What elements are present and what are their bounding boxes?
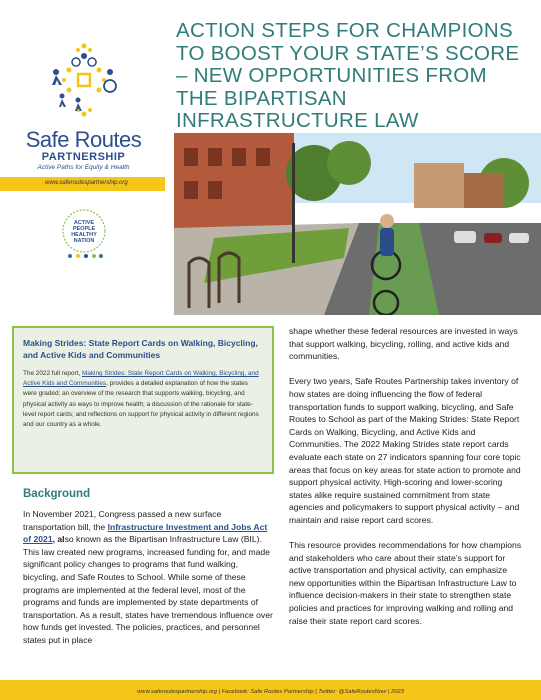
svg-text:PEOPLE: PEOPLE bbox=[72, 226, 96, 232]
report-info-description: , provides a detailed explanation of how the states were graded; an overview of the research that supports walking, bicycling, and physical activity as ways to improve health; a discussion of the rationale for state-level report cards; and reflections on support for physical activity in different regions and our country as a whole. bbox=[23, 380, 259, 429]
footer-text: www.saferoutespartnership.org | Facebook: Safe Routes Partnership | Twitter: @SafeRoutesNow | 2023 bbox=[137, 689, 404, 695]
brand-url[interactable]: www.saferoutespartnership.org bbox=[45, 180, 128, 186]
logo-block bbox=[0, 40, 167, 171]
right-paragraph-1: shape whether these federal resources are invested in ways that support walking, bicycling, rolling, and active kids and communities. bbox=[289, 326, 518, 362]
background-text-body: so known as the Bipartisan Infrastructure Law (BIL). This law created new programs, increased funding for, and made significant policy changes to programs that fund walking, bicycling, and Safe Routes to School. While some of these programs are implemented at the federal level, most of the programs and funds are implemented by state departments of transportation. As a result, states have tremendous influence over how funds get invested. The policies, practices, and personnel states put in place bbox=[23, 534, 273, 645]
background-bold-fragment: , al bbox=[52, 534, 65, 545]
report-info-heading: Making Strides: State Report Cards on Walking, Bicycling, and Active Kids and Communities bbox=[23, 338, 258, 360]
right-paragraph-3: This resource provides recommendations for how champions and stakeholders who care about their state’s support for active transportation and physical activity, can emphasize new opportunities within the Bipartisan Infrastructure Law to influence decision-makers in their state to strengthen state policies and practices for improving walking and rolling and raise their state report card scores. bbox=[289, 540, 522, 626]
brand-name: Safe Routes bbox=[25, 127, 142, 152]
report-info-intro: The 2022 full report, bbox=[23, 370, 82, 377]
background-text-intro: In November 2021, Congress passed a new surface transportation bill, the bbox=[23, 509, 222, 532]
svg-text:ACTIVE: ACTIVE bbox=[73, 220, 95, 226]
report-info-text bbox=[23, 369, 263, 430]
report-link[interactable]: Making Strides: State Report Cards on Walking, Bicycling, and Active Kids and Communities bbox=[23, 370, 259, 388]
active-people-healthy-nation-logo bbox=[56, 205, 112, 263]
brand-sub: PARTNERSHIP bbox=[41, 151, 126, 163]
right-column bbox=[289, 325, 525, 640]
background-paragraph bbox=[23, 508, 273, 647]
report-info-box bbox=[12, 326, 274, 474]
right-paragraph-2: Every two years, Safe Routes Partnership takes inventory of how states are doing influencing the flow of federal transportation funds to support walking, bicycling, and Safe Routes to School as part of the Making Strides: State Report Cards on Walking, Bicycling, and Active Kids and Communities. The 2022 Making Strides state report cards evaluate each state on 27 indicators spanning four core topic areas that focus on key areas for state action to promote and support physical activity. High-scoring and lower-scoring states alike require sustained commitment from state agencies and policymakers to support physical activity – and maintain and raise report card scores. bbox=[289, 376, 521, 525]
page-title: ACTION STEPS FOR CHAMPIONS TO BOOST YOUR STATE’S SCORE – NEW OPPORTUNITIES FROM THE BIPARTISAN INFRASTRUCTURE LAW bbox=[176, 19, 520, 132]
svg-text:NATION: NATION bbox=[73, 238, 95, 244]
svg-text:HEALTHY: HEALTHY bbox=[71, 232, 97, 238]
iija-link[interactable]: Infrastructure Investment and Jobs Act of 2021 bbox=[23, 521, 268, 545]
safe-routes-logo-icon bbox=[34, 40, 134, 120]
brand-tagline: Active Paths for Equity & Health bbox=[37, 164, 130, 171]
footer-bar bbox=[0, 680, 541, 700]
url-bar bbox=[0, 177, 165, 191]
background-heading: Background bbox=[23, 488, 91, 500]
street-cyclist-photo bbox=[174, 133, 541, 315]
